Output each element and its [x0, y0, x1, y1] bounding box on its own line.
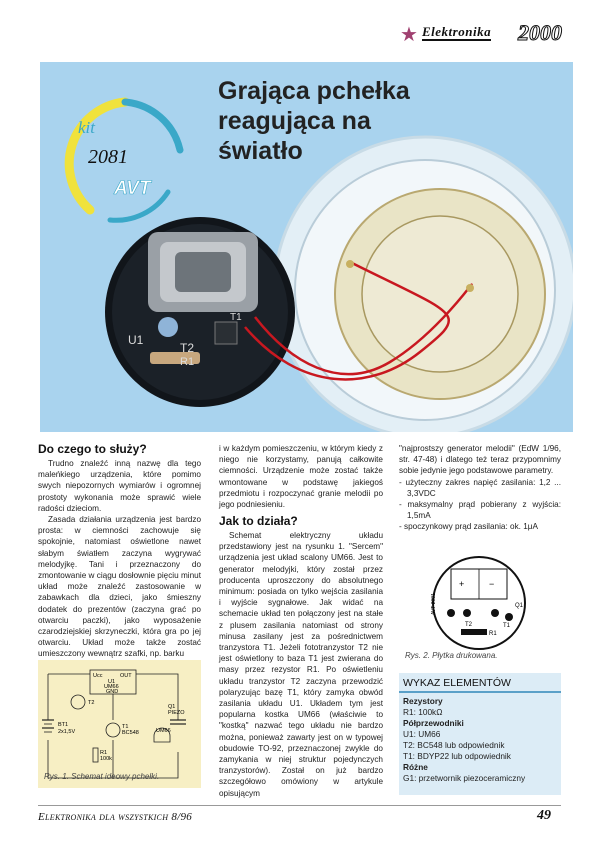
sch-u1: U1 [108, 679, 116, 685]
board-label-u1: U1 [128, 333, 144, 347]
sch-r1: R1 [100, 750, 108, 756]
board-label-t1: T1 [230, 312, 242, 323]
paragraph: Zasada działania urządzenia jest bardzo prosta: w ciemności zachowuje się spokojnie, natomiast oświetlone nawet słabym światłem zaczyna wygrywać melodyjkę. Tani i przeznaczony do zmontowanie w ciągu dosłownie pięciu minut układ może znaleźć zastosowanie w zabawkach dla dzieci, jako śmieszny dodatek do prezentów (zaczyna grać po otwarciu paczki), jako wyposażenie czarodziejskiej skrzyneczki, która gra po jej otwarciu. Układ może także zostać umieszczony wewnątrz szafki, np. barku [38, 515, 201, 659]
pcb-drawing [399, 555, 561, 660]
sch-ucc: Ucc [93, 673, 103, 679]
sch-bc548: BC548 [122, 730, 139, 736]
pcb-figure [399, 555, 561, 660]
parts-divider [399, 691, 561, 693]
sch-piezo: PIEZO [168, 710, 185, 716]
magazine-logo [400, 20, 580, 46]
paragraph: Trudno znaleźć inną nazwę dla tego maleńkiego urządzenia, które pomimo swych niepozornych wymiarów i ogromnej prostoty wykonania może sprawić wiele radości dzieciom. [38, 459, 201, 513]
section-heading-purpose: Do czego to służy? [38, 442, 147, 456]
logo-year: 2000 [518, 20, 562, 45]
parts-item: T1: BDYP22 lub odpowiednik [403, 751, 511, 761]
board-label-r1: R1 [180, 356, 195, 368]
sch-um66b: UM66 [156, 728, 171, 734]
column-1 [38, 458, 201, 660]
parts-list-title: WYKAZ ELEMENTÓW [403, 677, 511, 689]
kit-code: AVT [114, 178, 151, 199]
list-item: - użyteczny zakres napięć zasilania: 1,2 ... 3,3VDC [399, 477, 561, 498]
pcb-t1: T1 [503, 623, 511, 629]
parts-list-body [403, 696, 525, 784]
footer-magazine: Elektronika dla wszystkich 8/96 [38, 811, 193, 823]
pcb-t2: T2 [465, 622, 473, 628]
column-2-top [219, 443, 383, 510]
list-item: - spoczynkowy prąd zasilania: ok. 1μA [399, 522, 538, 532]
kit-badge [50, 90, 200, 230]
title-line-3: światło [218, 137, 303, 165]
parts-group-title: Różne [403, 762, 428, 772]
schematic-figure [38, 660, 201, 788]
sch-out: OUT [120, 673, 132, 679]
page-number: 49 [537, 808, 551, 823]
schematic-drawing [38, 660, 201, 788]
article-title [218, 76, 518, 166]
pcb-r1: R1 [489, 631, 497, 637]
sch-q1: Q1 [168, 704, 176, 710]
parts-list-box [399, 673, 561, 795]
sch-t1: T1 [122, 724, 129, 730]
parameter-list [399, 477, 561, 533]
pcb-minus-right: − [489, 579, 495, 589]
parts-group-title: Półprzewodniki [403, 718, 464, 728]
kit-word: kit [78, 118, 95, 137]
sch-bt1v: 2x1,5V [58, 729, 76, 735]
list-item: - maksymalny prąd pobierany z wyjścia: 1,5mA [399, 500, 561, 521]
parts-group-title: Rezystory [403, 696, 443, 706]
star-icon: ★ [400, 22, 418, 46]
sch-bt1: BT1 [58, 722, 69, 728]
pcb-q1: Q1 [515, 603, 524, 609]
column-2-body [219, 530, 383, 799]
sch-r1v: 100k [100, 756, 112, 762]
sch-gnd: GND [106, 689, 119, 695]
paragraph: i w każdym pomieszczeniu, w którym kiedy z niego nie korzystamy, panują całkowite ciemności. Urządzenie może zostać także wmontowane w podstawę jakiegoś przedmiotu i rozpoczynać granie melodii po jego podniesieniu. [219, 444, 383, 510]
title-line-1: Grająca pchełka [218, 77, 410, 105]
sch-t2: T2 [88, 700, 95, 706]
parts-item: U1: UM66 [403, 729, 441, 739]
pcb-avt: AVT-2081 [431, 593, 437, 615]
board-label-t2: T2 [180, 341, 195, 355]
logo-brand: Elektronika [422, 24, 492, 39]
figure-1-caption: Rys. 1. Schemat ideowy pchełki. [44, 772, 160, 781]
paragraph: "najprostszy generator melodii" (EdW 1/96, str. 47-48) i dlatego też teraz przypomnimy sobie jedynie jego podstawowe parametry. [399, 444, 561, 476]
parts-item: R1: 100kΩ [403, 707, 443, 717]
title-line-2: reagująca na [218, 107, 371, 135]
sch-um66: UM66 [104, 684, 119, 690]
footer-rule [38, 805, 561, 806]
kit-number: 2081 [88, 146, 128, 168]
parts-item: T2: BC548 lub odpowiednik [403, 740, 505, 750]
parts-item: G1: przetwornik piezoceramiczny [403, 773, 526, 783]
pcb-plus-left: + [459, 579, 465, 589]
paragraph: Schemat elektryczny układu przedstawiony jest na rysunku 1. "Sercem" urządzenia jest układ scalony UM66. Jest to generator melodyjki, który został przez producenta uproszczony do absolutnego minimum: posiada on tylko wejścia zasilania i wyjście sygnałowe. Jak widać na schemacie układ ten połączony jest na stałe z plusem zasilania natomiast od strony minusa zasilany jest za pośrednictwem tranzystora T1. Jeżeli fototranzystor T2 nie jest oświetlony to baza T1 jest zwierana do masy przez rezystor R1. Po oświetleniu układu tranzystor T2 zaczyna przewodzić polaryzując bazę T1, który zamyka obwód zasilania układu U1. Układem tym jest popularna kostka UM66 (właściwie to "kostką" nazwać tego układu nie bardzo można, ponieważ zawarty jest on w typowej obudowie TO-92, przeznaczonej zwykle do zamykania w niej struktur pojedynczych tranzystorów). Został on już bardzo szczegółowo omówiony w artykule opisującym [219, 531, 383, 798]
section-heading-how: Jak to działa? [219, 514, 298, 528]
column-3 [399, 443, 561, 533]
figure-2-caption: Rys. 2. Płytka drukowana. [405, 651, 498, 660]
